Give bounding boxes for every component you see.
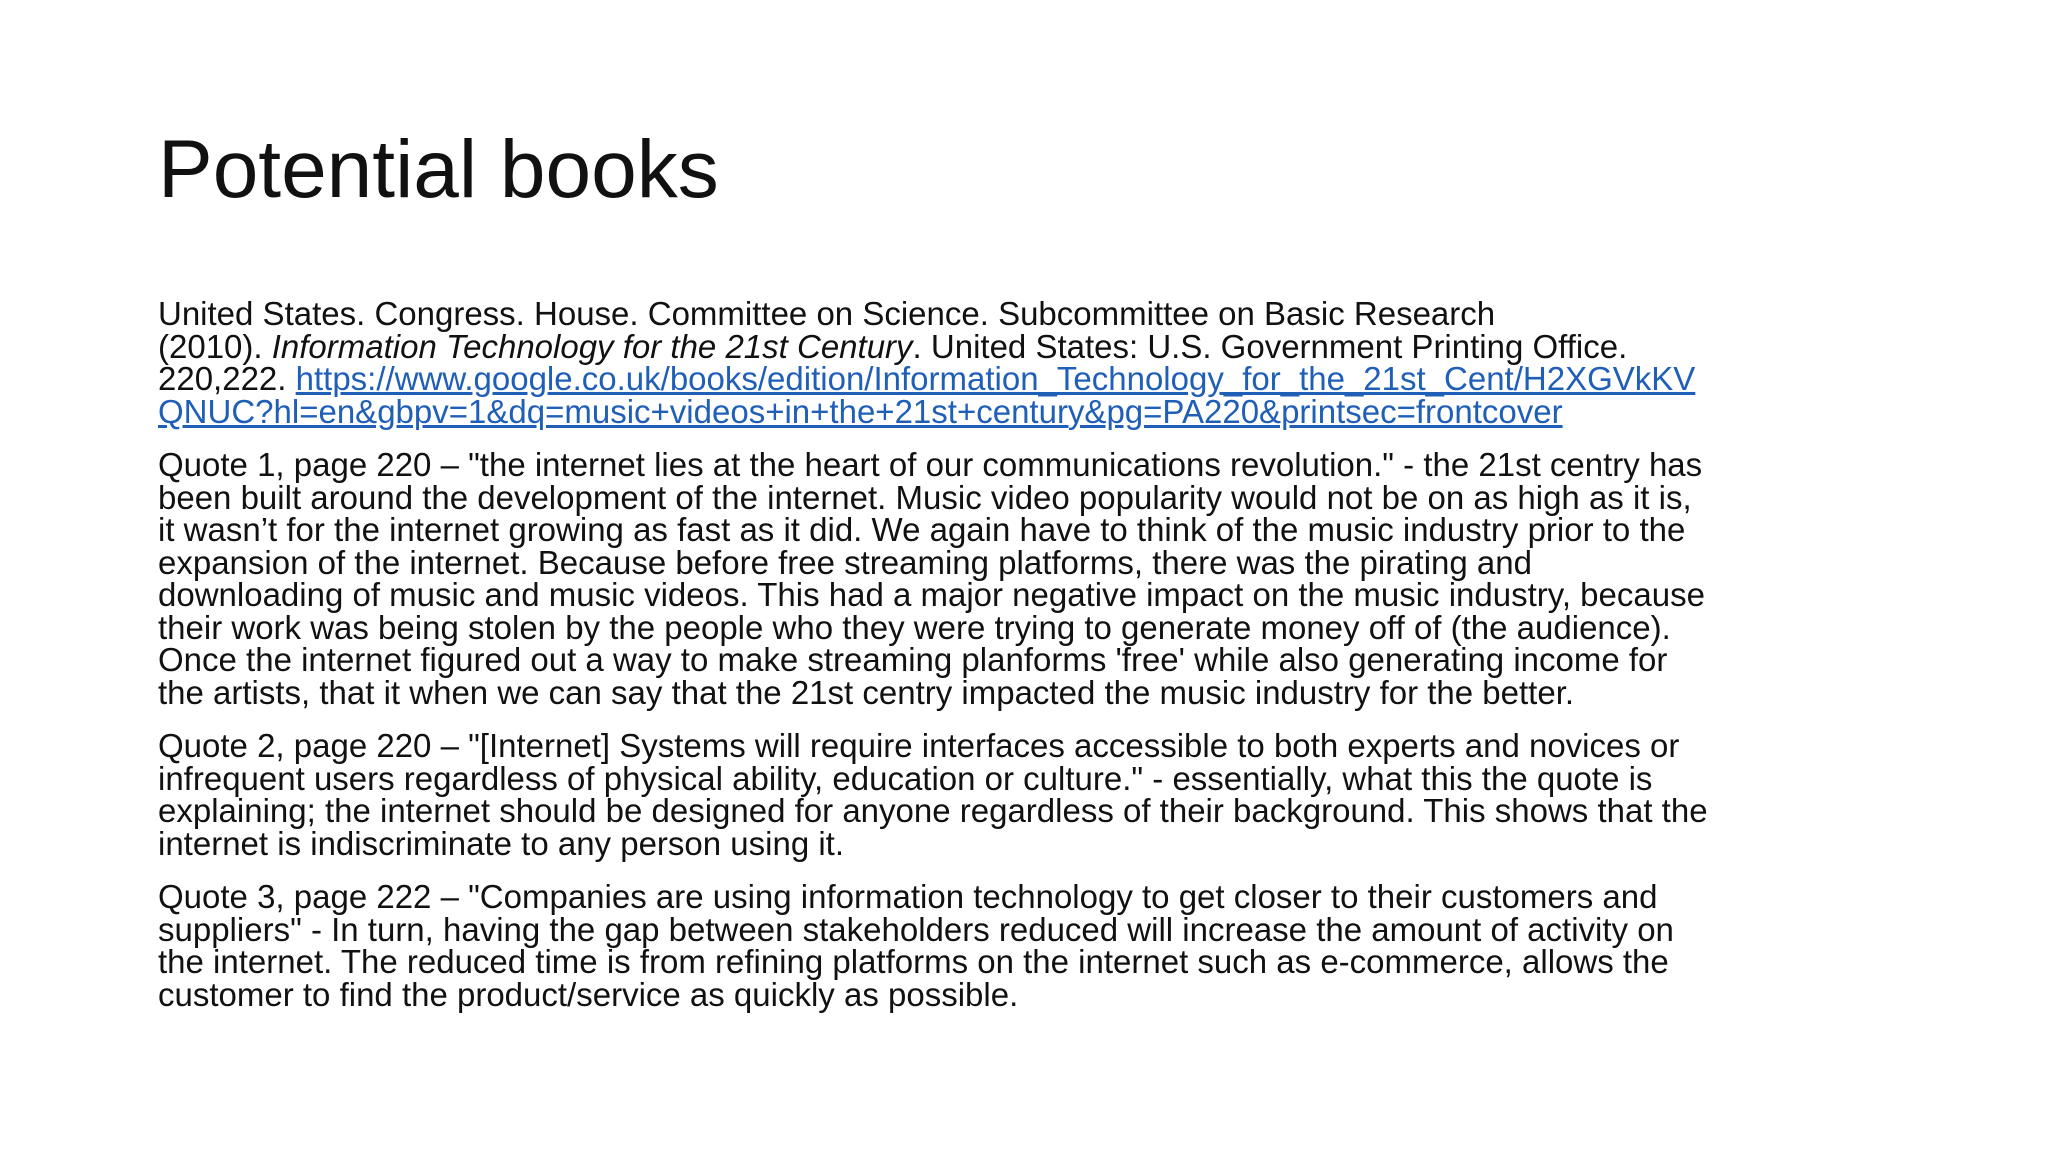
quote-3-line: Quote 3, page 222 – "Companies are using information technology to get closer to their customers and bbox=[158, 878, 1658, 915]
quote-2-line: explaining; the internet should be designed for anyone regardless of their background. This shows that the bbox=[158, 792, 1708, 829]
quote-1-line: Quote 1, page 220 – "the internet lies at the heart of our communications revolution." - the 21st centry has bbox=[158, 446, 1703, 483]
quote-1-paragraph bbox=[158, 446, 1958, 711]
quote-3-line: the internet. The reduced time is from refining platforms on the internet such as e-commerce, allows the bbox=[158, 943, 1669, 980]
quote-2-paragraph bbox=[158, 727, 1958, 862]
quote-2-line: infrequent users regardless of physical ability, education or culture." - essentially, what this the quote is bbox=[158, 759, 1653, 797]
slide-title: Potential books bbox=[158, 124, 719, 215]
citation-book-title: Information Technology for the 21st Century bbox=[271, 327, 913, 365]
citation-link[interactable]: https://www.google.co.uk/books/edition/Information_Technology_for_the_21st_Cent/H2XGVkKV bbox=[295, 360, 1696, 397]
quote-1-line: the artists, that it when we can say that the 21st centry impacted the music industry for the better. bbox=[158, 673, 1575, 711]
quote-2-line: Quote 2, page 220 – "[Internet] Systems will require interfaces accessible to both experts and novices or bbox=[158, 727, 1680, 764]
citation-line-3 bbox=[158, 360, 1958, 397]
quote-1-line: their work was being stolen by the people who they were trying to generate money off of (the audience). bbox=[158, 608, 1671, 646]
quote-3-line: suppliers" - In turn, having the gap between stakeholders reduced will increase the amount of activity on bbox=[158, 910, 1674, 948]
quote-1-line: expansion of the internet. Because before free streaming platforms, there was the pirating and bbox=[158, 543, 1532, 581]
citation-line-4 bbox=[158, 392, 1958, 430]
quote-3-paragraph bbox=[158, 878, 1958, 1013]
citation-publisher: . United States: U.S. Government Printing Office. bbox=[912, 327, 1628, 365]
citation-line-1: United States. Congress. House. Committee on Science. Subcommittee on Basic Research bbox=[158, 295, 1496, 332]
citation-pages: 220,222. bbox=[158, 360, 296, 397]
citation-year: (2010). bbox=[158, 327, 272, 365]
quote-1-line: Once the internet figured out a way to make streaming planforms 'free' while also generating income for bbox=[158, 641, 1668, 678]
citation-line-2 bbox=[158, 327, 1958, 365]
citation-paragraph bbox=[158, 295, 1958, 430]
quote-3-line: customer to find the product/service as quickly as possible. bbox=[158, 975, 1019, 1013]
slide-body bbox=[158, 295, 1958, 1032]
quote-1-line: it wasn’t for the internet growing as fast as it did. We again have to think of the music industry prior to the bbox=[158, 511, 1686, 548]
citation-link-continued[interactable]: QNUC?hl=en&gbpv=1&dq=music+videos+in+the+21st+century&pg=PA220&printsec=frontcover bbox=[158, 392, 1563, 430]
quote-2-line: internet is indiscriminate to any person using it. bbox=[158, 824, 845, 862]
quote-1-line: downloading of music and music videos. This had a major negative impact on the music industry, because bbox=[158, 576, 1705, 613]
quote-1-line: been built around the development of the internet. Music video popularity would not be on as high as it is, bbox=[158, 478, 1692, 516]
